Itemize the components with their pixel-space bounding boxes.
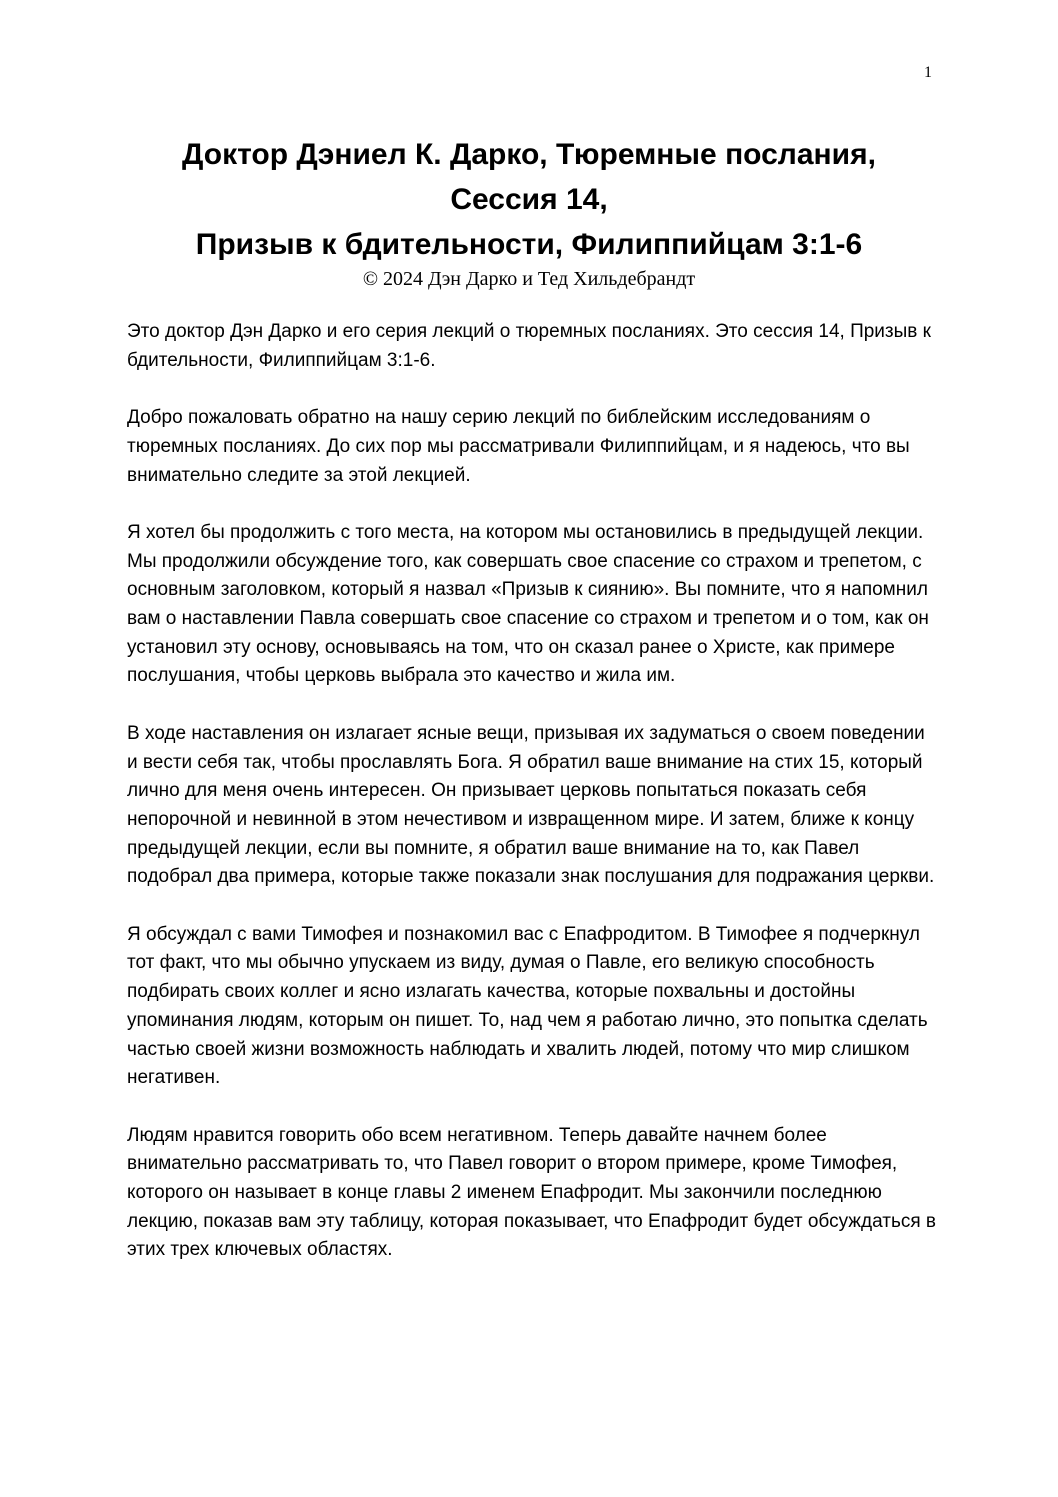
title-line-3: Призыв к бдительности, Филиппийцам 3:1-6	[195, 228, 863, 261]
title-block	[80, 132, 978, 291]
paragraph: Я хотел бы продолжить с того места, на котором мы остановились в предыдущей лекции. Мы продолжили обсуждение того, как совершать свое спасение со страхом и трепетом, с основным заголовком, который я назвал «Призыв к сиянию». Вы помните, что я напомнил вам о наставлении Павла совершать свое спасение со страхом и трепетом и о том, как он установил эту основу, основываясь на том, что он сказал ранее о Христе, как примере послушания, чтобы церковь выбрала это качество и жила им.	[127, 521, 929, 687]
title-line-1: Доктор Дэниел К. Дарко, Тюремные послания,	[182, 138, 876, 171]
copyright-line: © 2024 Дэн Дарко и Тед Хильдебрандт	[362, 268, 696, 290]
paragraph: В ходе наставления он излагает ясные вещи, призывая их задуматься о своем поведении и вести себя так, чтобы прославлять Бога. Я обратил ваше внимание на стих 15, который лично для меня очень интересен. Он призывает церковь попытаться показать себя непорочной и невинной в этом нечестивом и извращенном мире. И затем, ближе к концу предыдущей лекции, если вы помните, я обратил ваше внимание на то, как Павел подобрал два примера, которые также показали знак послушания для подражания церкви.	[127, 722, 935, 888]
paragraph: Людям нравится говорить обо всем негативном. Теперь давайте начнем более внимательно рассматривать то, что Павел говорит о втором примере, кроме Тимофея, которого он называет в конце главы 2 именем Епафродит. Мы закончили последнюю лекцию, показав вам эту таблицу, которая показывает, что Епафродит будет обсуждаться в этих трех ключевых областях.	[127, 1124, 937, 1261]
paragraph: Это доктор Дэн Дарко и его серия лекций о тюремных посланиях. Это сессия 14, Призыв к бдительности, Филиппийцам 3:1-6.	[127, 321, 931, 371]
title-line-2: Сессия 14,	[450, 183, 608, 216]
paragraph: Я обсуждал с вами Тимофея и познакомил вас с Епафродитом. В Тимофее я подчеркнул тот факт, что мы обычно упускаем из виду, думая о Павле, его великую способность подбирать своих коллег и ясно излагать качества, которые похвальны и достойны упоминания людям, которым он пишет. То, над чем я работаю лично, это попытка сделать частью своей жизни возможность наблюдать и хвалить людей, потому что мир слишком негативен.	[127, 923, 928, 1089]
body-text	[127, 318, 937, 1294]
page-number: 1	[924, 64, 932, 81]
paragraph: Добро пожаловать обратно на нашу серию лекций по библейским исследованиям о тюремных посланиях. До сих пор мы рассматривали Филиппийцам, и я надеюсь, что вы внимательно следите за этой лекцией.	[127, 407, 910, 486]
